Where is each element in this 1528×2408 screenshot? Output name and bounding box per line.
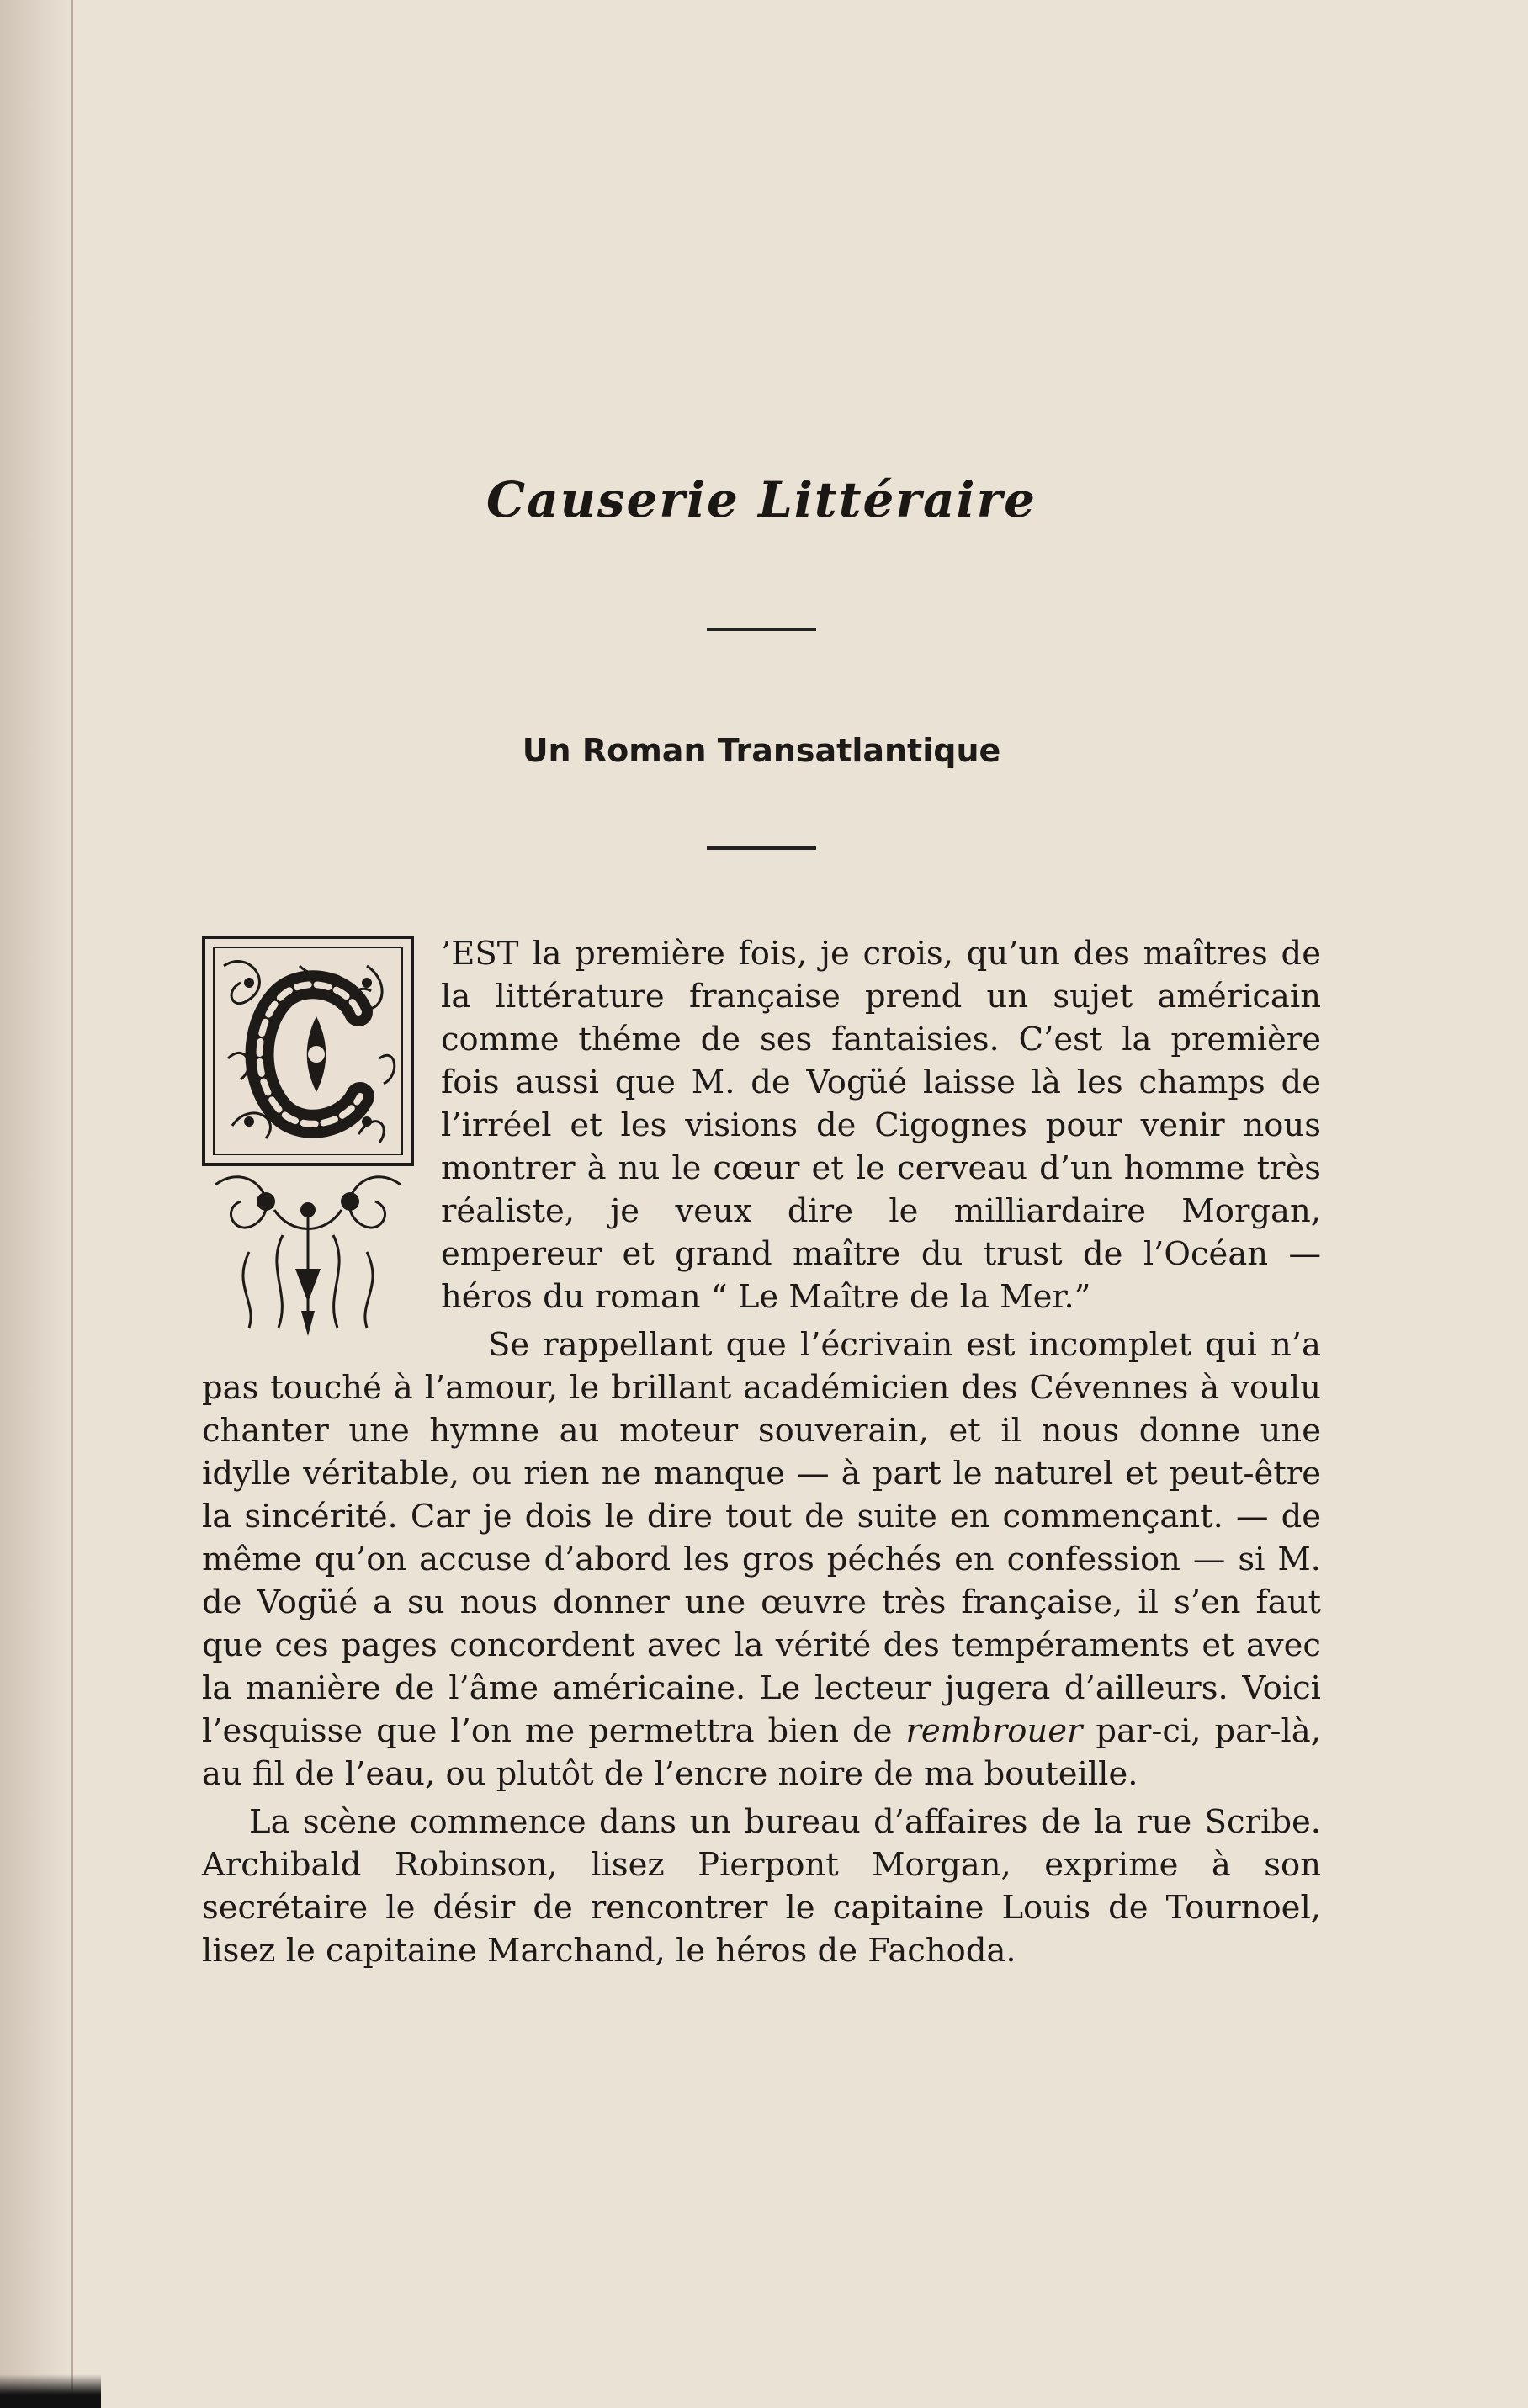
ornate-dropcap-c-icon (199, 932, 426, 1345)
article-body (202, 932, 1321, 1972)
title-divider (707, 628, 816, 631)
scan-corner-shadow (0, 2374, 101, 2408)
page-title: Causerie Littéraire (485, 471, 1037, 528)
page-gutter (0, 0, 72, 2408)
binding-edge (71, 0, 73, 2408)
paragraph-3: La scène commence dans un bureau d’affaires de la rue Scribe. Archibald Robinson, lisez Pierpont Morgan, exprime à son secrétaire le désir de rencontrer le capitaine Louis de Tournoel, lisez le capitaine Marchand, le héros de Fachoda. (202, 1803, 1321, 1970)
page-content (202, 471, 1321, 1972)
paragraph-1: ’EST la première fois, je crois, qu’un des maîtres de la littérature française prend un sujet américain comme théme de ses fantaisies. C’est la première fois aussi que M. de Vogüé laisse là les champs de l’irréel et les visions de Cigognes pour venir nous montrer à nu le cœur et le cerveau d’un homme très réaliste, je veux dire le milliardaire Morgan, empereur et grand maître du trust de l’Océan — héros du roman “ Le Maître de la Mer.” (441, 935, 1321, 1316)
paragraph-2-emphasis: rembrouer (905, 1712, 1083, 1750)
paragraph-2-end: par-ci, par-là, au fil de l’eau, ou plutôt de l’encre noire de ma bouteille. (202, 1712, 1321, 1793)
paragraph-2 (202, 1323, 1321, 1795)
article-subtitle: Un Roman Transatlantique (522, 732, 1001, 769)
subtitle-divider (707, 846, 816, 850)
paragraph-2-start: Se rappellant que l’écrivain est incomplet qui n’a pas touché à l’amour, le brillant académicien des Cévennes à voulu chanter une hymne au moteur souverain, et il nous donne une idylle véritable, ou rien ne manque — à part le naturel et peut-être la sincérité. Car je dois le dire tout de suite en commençant. — de même qu’on accuse d’abord les gros péchés en confession — si M. de Vogüé a su nous donner une œuvre très française, il s’en faut que ces pages concordent avec la vérité des tempéraments et avec la manière de l’âme américaine. Le lecteur jugera d’ailleurs. Voici l’esquisse que l’on me permettra bien de (202, 1326, 1321, 1750)
